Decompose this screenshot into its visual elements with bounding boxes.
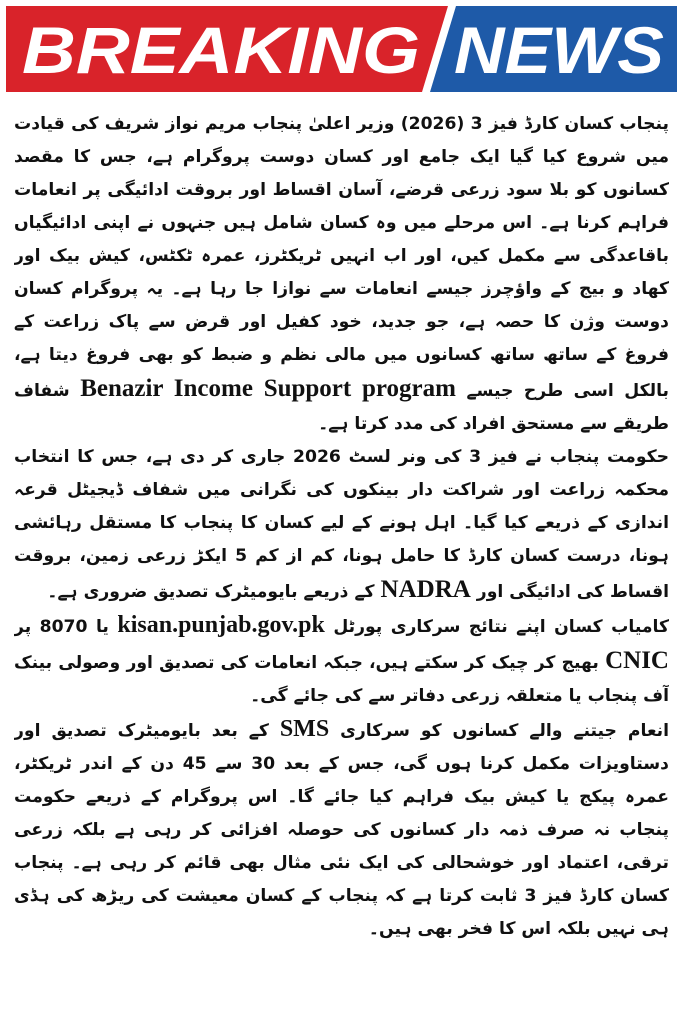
paragraph-2-text-a: حکومت پنجاب نے فیز 3 کی ونر لسٹ 2026 جاری کر دی ہے، جس کا انتخاب محکمہ زراعت اور شراکت دار بینکوں کی نگرانی میں شفاف ڈیجیٹل قرعہ اندازی کے ذریعے کیا گیا۔ اہل ہونے کے لیے کسان کا پنجاب کا مستقل رہائشی ہونا، درست کسان کارڈ کا حامل ہونا، کم از کم 5 ایکڑ زرعی زمین، بروقت اقساط کی ادائیگی اور (14, 447, 669, 602)
breaking-news-banner (6, 6, 677, 92)
portal-url: kisan.punjab.gov.pk (117, 612, 325, 638)
paragraph-4-text-a: انعام جیتنے والے کسانوں کو سرکاری (340, 721, 669, 741)
article-body (14, 108, 669, 1016)
banner-word-breaking: BREAKING (22, 13, 421, 87)
paragraph-1-text-a: پنجاب کسان کارڈ فیز 3 (2026) وزیر اعلیٰ پنجاب مریم نواز شریف کی قیادت میں شروع کیا گیا ایک جامع اور کسان دوست پروگرام ہے، جس کا مقصد کسانوں کو بلا سود زرعی قرضے، آسان اقساط اور بروقت ادائیگی پر انعامات فراہم کرنا ہے۔ اس مرحلے میں وہ کسان شامل ہیں جنہوں نے اپنی ادائیگیاں باقاعدگی سے مکمل کیں، اور اب انہیں ٹریکٹرز، عمرہ ٹکٹس، کیش بیک اور کھاد و بیج کے واؤچرز جیسے انعامات سے نوازا جا رہا ہے۔ یہ پروگرام کسان دوست وژن کا حصہ ہے، جو جدید، خود کفیل اور قرض سے پاک زراعت کے فروغ کے ساتھ ساتھ کسانوں میں مالی نظم و ضبط کو بھی فروغ دیتا ہے، بالکل اسی طرح جیسے (14, 114, 669, 401)
nadra-label: NADRA (380, 576, 471, 603)
paragraph-4 (14, 713, 669, 946)
paragraph-3-text-b: یا 8070 پر (14, 617, 109, 637)
paragraph-1 (14, 108, 669, 441)
paragraph-3 (14, 609, 669, 713)
paragraph-2-text-b: کے ذریعے بایومیٹرک تصدیق ضروری ہے۔ (47, 582, 375, 602)
paragraph-1-text-b: شفاف طریقے سے مستحق افراد کی مدد کرتا ہے۔ (14, 381, 669, 434)
paragraph-3-text-a: کامیاب کسان اپنے نتائج سرکاری پورٹل (333, 617, 669, 637)
paragraph-2 (14, 441, 669, 609)
paragraph-4-text-b: کے بعد بایومیٹرک تصدیق اور دستاویزات مکمل کرنا ہوں گی، جس کے بعد 30 سے 45 دن کے اندر ٹریکٹر، عمرہ پیکج یا کیش بیک فراہم کیا جائے گا۔ اس پروگرام کے ذریعے حکومت پنجاب نہ صرف ذمہ دار کسانوں کی حوصلہ افزائی کر رہی ہے بلکہ زرعی ترقی، اعتماد اور خوشحالی کی ایک نئی مثال بھی قائم کر رہی ہے۔ پنجاب کسان کارڈ فیز 3 ثابت کرتا ہے کہ پنجاب کے کسان معیشت کی ریڑھ کی ہڈی ہی نہیں بلکہ اس کا فخر بھی ہیں۔ (14, 721, 669, 939)
banner-graphic (6, 6, 677, 92)
banner-word-news: NEWS (454, 13, 664, 87)
cnic-label: CNIC (605, 647, 669, 674)
bisp-program-name: Benazir Income Support program (80, 375, 456, 402)
sms-label: SMS (279, 716, 330, 742)
paragraph-3-text-c: بھیج کر چیک کر سکتے ہیں، جبکہ انعامات کی تصدیق اور وصولی بینک آف پنجاب یا متعلقہ زرعی دفاتر سے کی جائے گی۔ (14, 653, 669, 706)
